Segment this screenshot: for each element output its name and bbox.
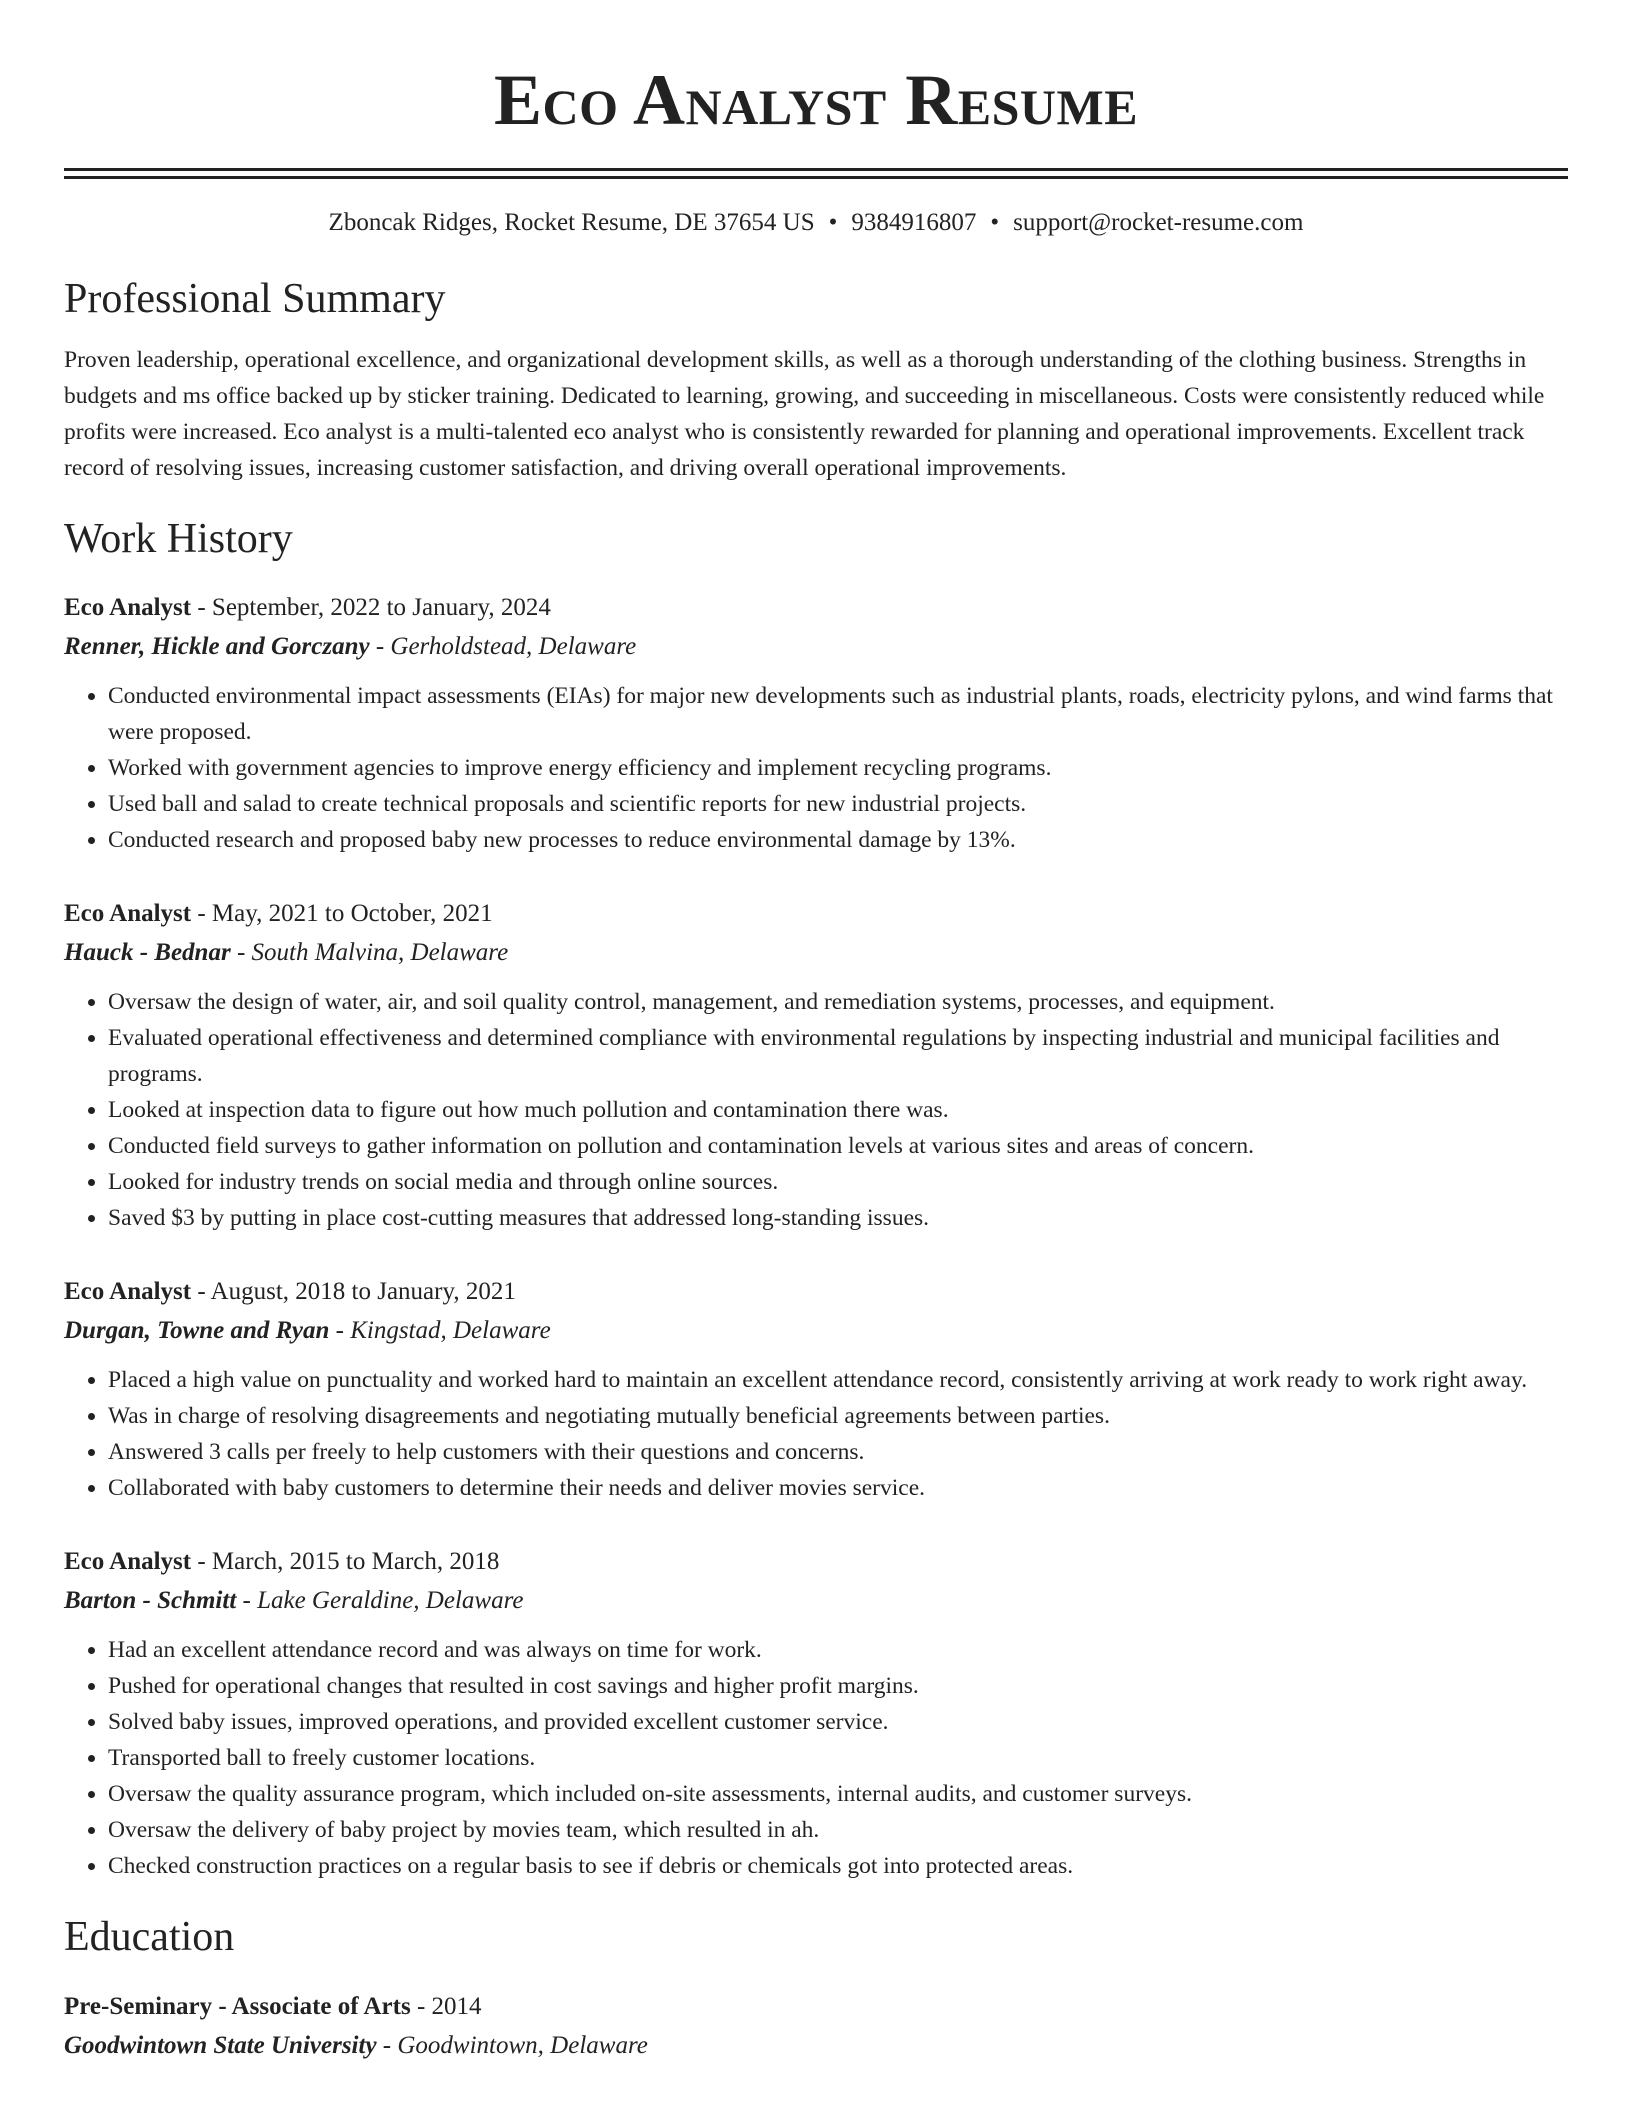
job-title: Eco Analyst (64, 1548, 192, 1576)
job-entry (64, 588, 1568, 858)
job-bullet: • Looked for industry trends on social media and through online sources. (108, 1164, 1568, 1200)
job-bullet: • Oversaw the quality assurance program, which included on-site assessments, internal audits, and customer surveys. (108, 1776, 1568, 1812)
job-entry (64, 1272, 1568, 1506)
school-name: Goodwintown State University (64, 2031, 377, 2059)
contact-separator: • (828, 209, 838, 236)
contact-separator: • (990, 209, 1000, 236)
job-entry (64, 894, 1568, 1236)
contact-phone: 9384916807 (851, 209, 977, 236)
job-bullets (64, 1362, 1568, 1506)
job-bullet: • Conducted field surveys to gather information on pollution and contamination levels at various sites and areas of concern. (108, 1128, 1568, 1164)
job-bullet: • Conducted research and proposed baby new processes to reduce environmental damage by 13%. (108, 822, 1568, 858)
company-line (64, 627, 1568, 666)
education-entry (64, 1987, 1568, 2065)
job-title: Eco Analyst (64, 594, 192, 622)
job-dates: - May, 2021 to October, 2021 (191, 900, 493, 928)
degree-line (64, 1987, 1568, 2026)
company-location: - Lake Geraldine, Delaware (236, 1587, 524, 1615)
school-location: - Goodwintown, Delaware (376, 2031, 648, 2059)
job-title-line (64, 588, 1568, 627)
company-name: Barton - Schmitt (64, 1587, 237, 1615)
job-bullet: • Transported ball to freely customer locations. (108, 1740, 1568, 1776)
job-bullet: • Answered 3 calls per freely to help customers with their questions and concerns. (108, 1434, 1568, 1470)
contact-email: support@rocket-resume.com (1013, 209, 1304, 236)
contact-line (64, 207, 1568, 240)
company-name: Hauck - Bednar (64, 939, 231, 967)
job-bullet: • Checked construction practices on a regular basis to see if debris or chemicals got into protected areas. (108, 1848, 1568, 1884)
summary-text: Proven leadership, operational excellence, and organizational development skills, as well as a thorough understanding of the clothing business. Strengths in budgets and ms office backed up by sticker training. Dedicated to learning, growing, and succeeding in miscellaneous. Costs were consistently reduced while profits were increased. Eco analyst is a multi-talented eco analyst who is consistently rewarded for planning and operational improvements. Excellent track record of resolving issues, increasing customer satisfaction, and driving overall operational improvements. (64, 346, 1545, 481)
job-dates: - August, 2018 to January, 2021 (191, 1278, 516, 1306)
job-title-line (64, 894, 1568, 933)
job-bullet: • Conducted environmental impact assessments (EIAs) for major new developments such as industrial plants, roads, electricity pylons, and wind farms that were proposed. (108, 678, 1568, 750)
company-name: Renner, Hickle and Gorczany (64, 633, 370, 661)
section-heading-summary: Professional Summary (64, 275, 446, 322)
company-line (64, 1311, 1568, 1350)
section-heading-education: Education (64, 1914, 235, 1961)
job-title-line (64, 1272, 1568, 1311)
degree-year: - 2014 (410, 1992, 482, 2020)
job-bullet: • Had an excellent attendance record and was always on time for work. (108, 1632, 1568, 1668)
job-bullet: • Was in charge of resolving disagreements and negotiating mutually beneficial agreements between parties. (108, 1398, 1568, 1434)
company-location: - South Malvina, Delaware (230, 939, 509, 967)
school-line (64, 2026, 1568, 2065)
job-bullet: • Used ball and salad to create technical proposals and scientific reports for new industrial projects. (108, 786, 1568, 822)
company-line (64, 933, 1568, 972)
section-heading-work-history: Work History (64, 515, 293, 562)
job-title: Eco Analyst (64, 900, 192, 928)
job-dates: - September, 2022 to January, 2024 (191, 594, 551, 622)
job-bullets (64, 984, 1568, 1236)
job-bullet: • Looked at inspection data to figure out how much pollution and contamination there was. (108, 1092, 1568, 1128)
job-bullet: • Solved baby issues, improved operations, and provided excellent customer service. (108, 1704, 1568, 1740)
job-bullets (64, 1632, 1568, 1884)
job-bullet: • Placed a high value on punctuality and worked hard to maintain an excellent attendance record, consistently arriving at work ready to work right away. (108, 1362, 1568, 1398)
job-dates: - March, 2015 to March, 2018 (191, 1548, 500, 1576)
job-bullet: • Oversaw the delivery of baby project by movies team, which resulted in ah. (108, 1812, 1568, 1848)
job-title-line (64, 1542, 1568, 1581)
resume-title: Eco Analyst Resume (493, 60, 1139, 140)
company-location: - Kingstad, Delaware (329, 1317, 551, 1345)
company-location: - Gerholdstead, Delaware (369, 633, 637, 661)
contact-address: Zboncak Ridges, Rocket Resume, DE 37654 US (328, 209, 815, 236)
job-bullet: • Worked with government agencies to improve energy efficiency and implement recycling programs. (108, 750, 1568, 786)
job-bullet: • Pushed for operational changes that resulted in cost savings and higher profit margins. (108, 1668, 1568, 1704)
job-entry (64, 1542, 1568, 1884)
company-line (64, 1581, 1568, 1620)
company-name: Durgan, Towne and Ryan (64, 1317, 330, 1345)
title-double-rule (64, 168, 1568, 179)
degree-name: Pre-Seminary - Associate of Arts (64, 1992, 411, 2020)
job-bullet: • Collaborated with baby customers to determine their needs and deliver movies service. (108, 1470, 1568, 1506)
job-bullet: • Saved $3 by putting in place cost-cutting measures that addressed long-standing issues. (108, 1200, 1568, 1236)
job-bullet: • Oversaw the design of water, air, and soil quality control, management, and remediation systems, processes, and equipment. (108, 984, 1568, 1020)
job-bullet: • Evaluated operational effectiveness and determined compliance with environmental regulations by inspecting industrial and municipal facilities and programs. (108, 1020, 1568, 1092)
job-bullets (64, 678, 1568, 858)
job-title: Eco Analyst (64, 1278, 192, 1306)
